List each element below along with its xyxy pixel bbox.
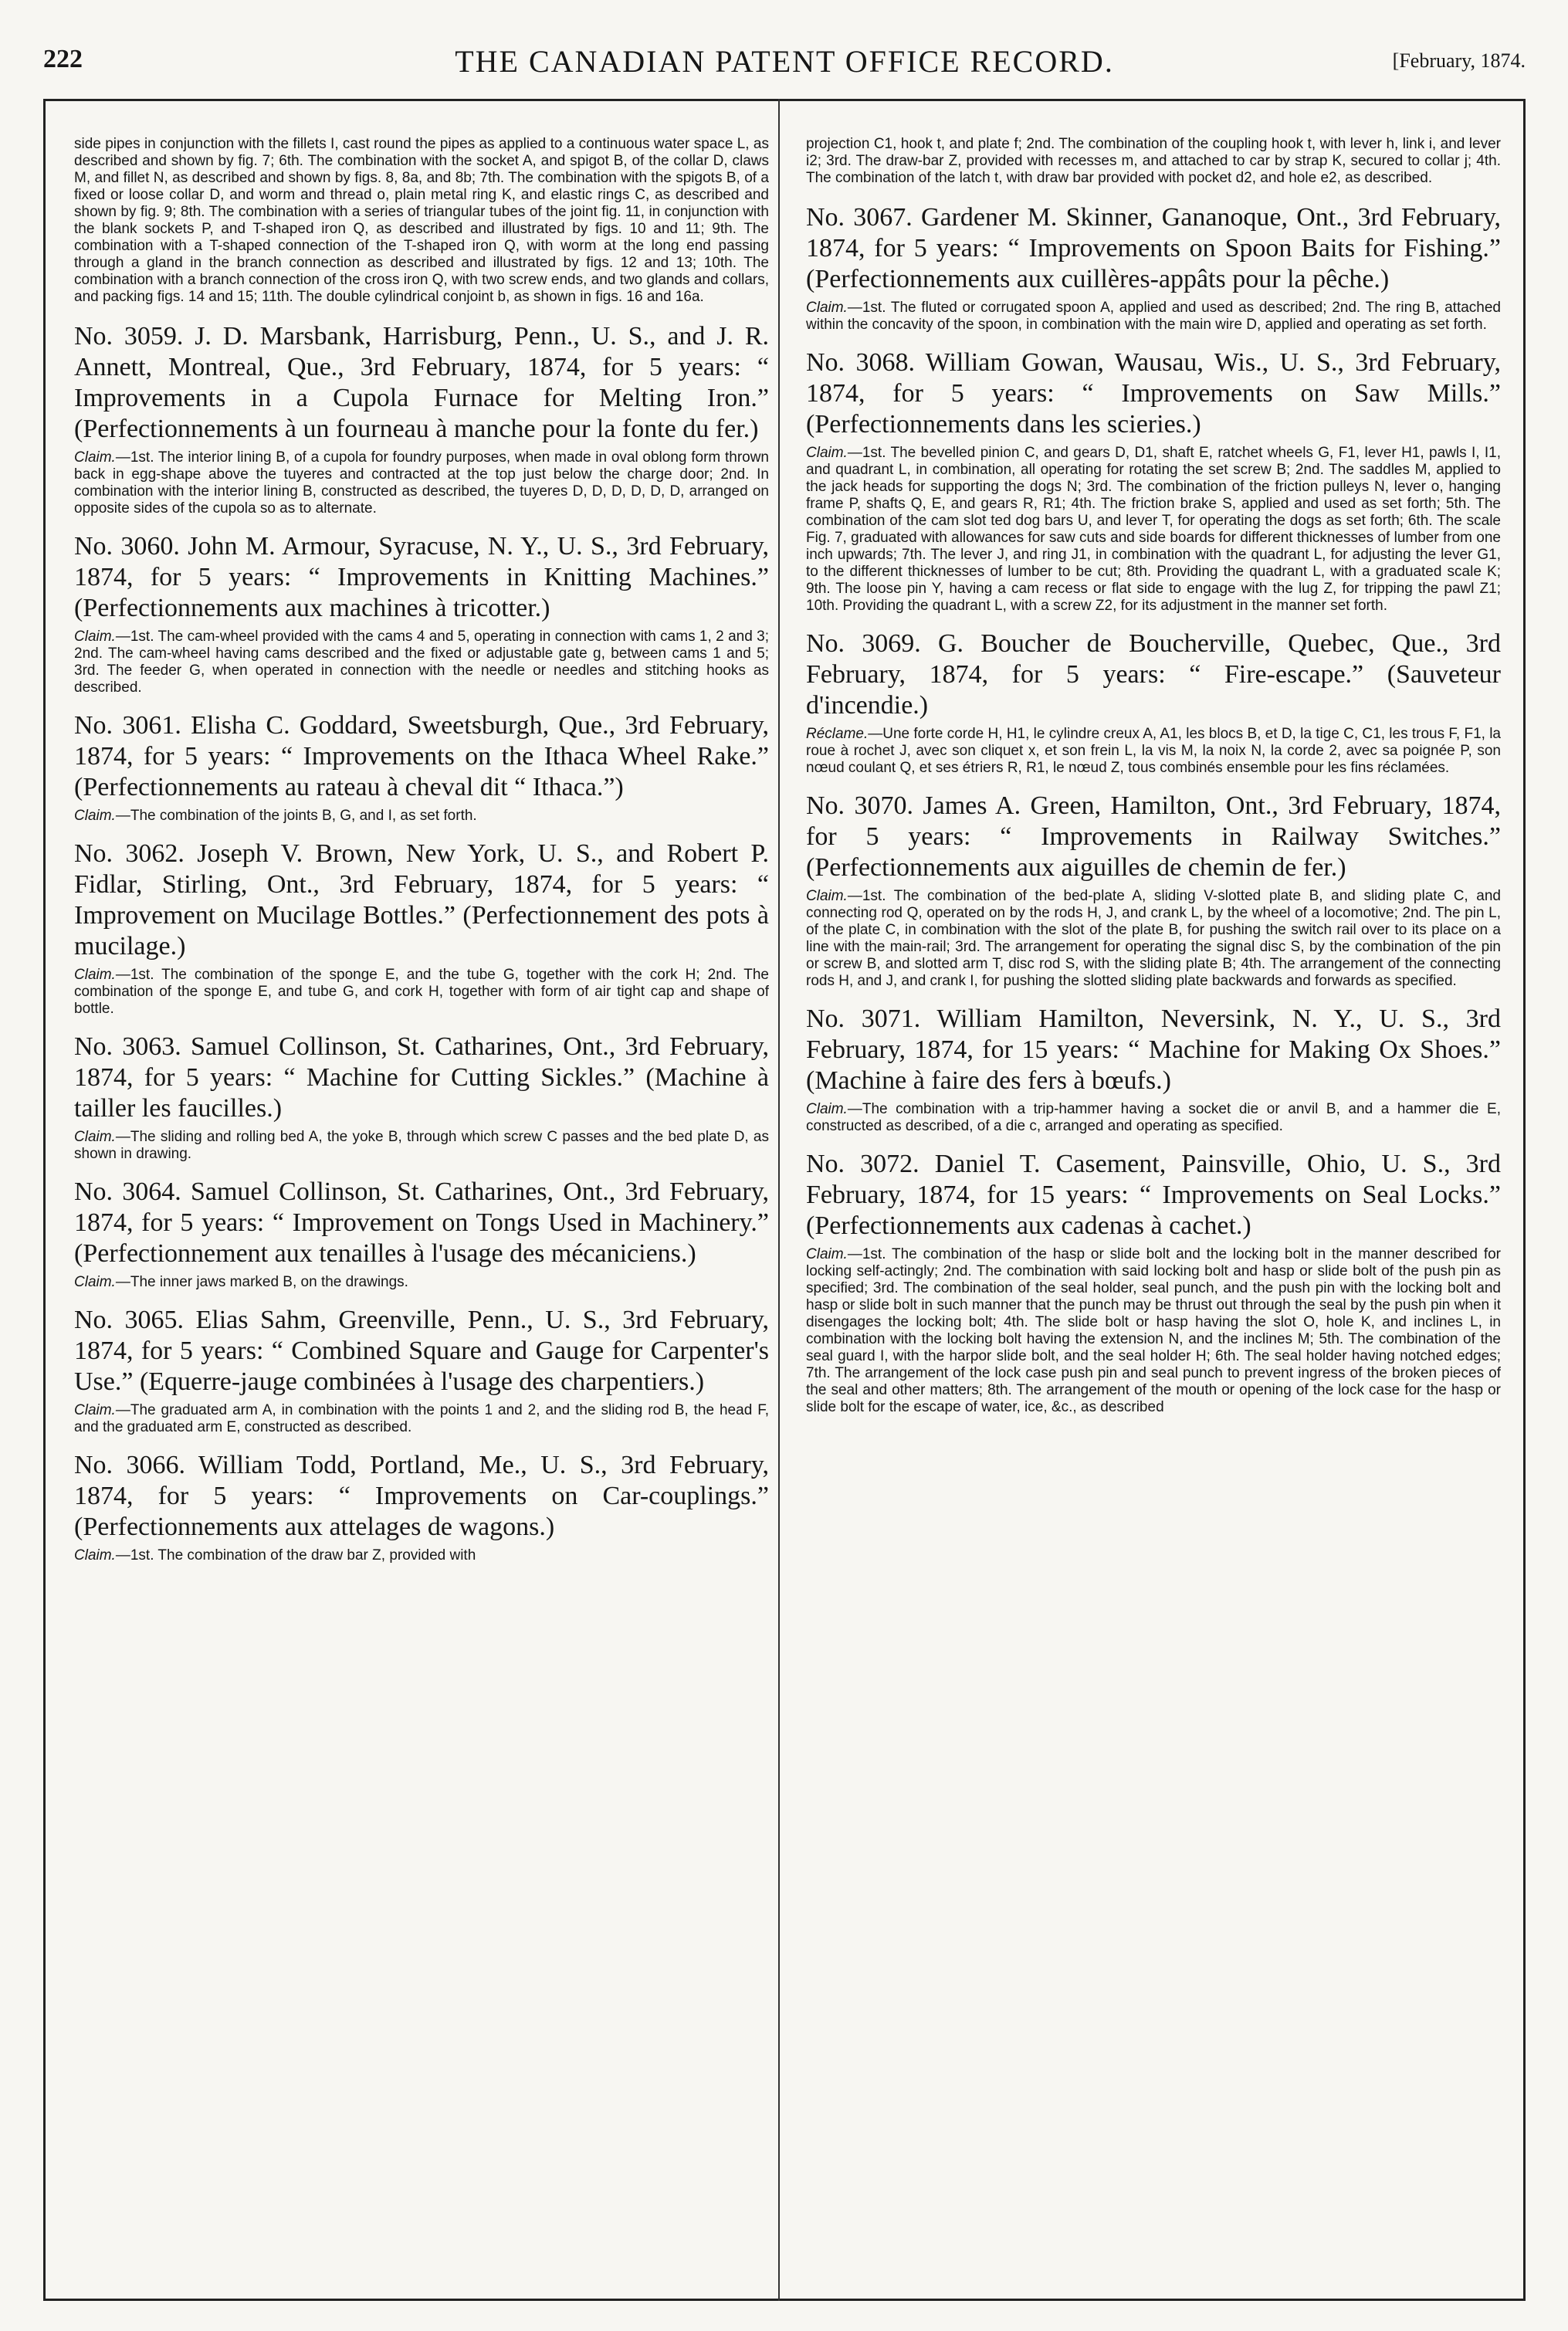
patent-heading: No. 3066. William Todd, Portland, Me., U. S., 3rd February, 1874, for 5 years: “ Improvements on Car-couplings.” (Perfectionnements aux attelages de wagons.) [74, 1451, 769, 1541]
patent-claim [806, 1101, 1501, 1135]
patent-heading: No. 3059. J. D. Marsbank, Harrisburg, Penn., U. S., and J. R. Annett, Montreal, Que., 3rd February, 1874, for 5 years: “ Improvements in a Cupola Furnace for Melting Iron.” (Perfectionnements à un fourneau à manche pour la fonte du fer.) [74, 322, 769, 443]
claim-text: —1st. The combination of the bed-plate A, sliding V-slotted plate B, and sliding plate C, and connecting rod Q, operated on by the rods H, J, and crank L, by the wheel of a locomotive; 2nd. The pin L, of the plate C, in combination with the slot of the plate B, for pushing the switch rail over to its place on a line with the main-rail; 3rd. The arrangement for operating the signal disc S, by the combination of the pin or screw B, and slotted arm T, disc rod S, with the sliding plate B; 4th. The arrangement of the connecting rods H, and J, and crank I, for pushing the slotted sliding plate backwards and forwards as specified. [806, 888, 1501, 989]
patent-entry [806, 347, 1501, 615]
patent-claim [74, 449, 769, 517]
continued-claim: side pipes in conjunction with the fillets I, cast round the pipes as applied to a continuous water space L, as described and shown by fig. 7; 6th. The combination with the socket A, and spigot B, of the collar D, claws M, and fillet N, as described and shown by figs. 8, 8a, and 8b; 7th. The combination with the spigots B, of a fixed or loose collar D, and worm and thread o, plain metal ring K, and elastic rings C, as described and shown by fig. 9; 8th. The combination with a series of triangular tubes of the joint fig. 11, in conjunction with the blank sockets P, and T-shaped iron Q, as described and illustrated by figs. 10 and 11; 9th. The combination with a T-shaped connection of the T-shaped iron Q, with worm at the long end passing through a gland in the branch connection as described and illustrated by figs. 12 and 13; 10th. The combination with a branch connection of the cross iron Q, with two screw ends, and two glands and collars, and packing figs. 14 and 15; 11th. The double cylindrical conjoint b, as shown in figs. 16 and 16a. [74, 136, 769, 305]
claim-text: —1st. The combination of the hasp or slide bolt and the locking bolt in the manner described for locking self-actingly; 2nd. The combination with said locking bolt and hasp or slide bolt of the push pin as specified; 3rd. The combination of the seal holder, seal punch, and the push pin with the locking bolt and hasp or slide bolt in such manner that the punch may be thrust out through the seal by the push pin when it disengages the locking bolt; 4th. The slide bolt or hasp having the slot O, hole K, and inclines L, in combination with the locking bolt having the extension N, and the inclines M; 5th. The combination of the seal guard I, with the harpor slide bolt, and the seal holder H; 6th. The seal holder having notched edges; 7th. The arrangement of the lock case push pin and seal punch to prevent ingress of the broken pieces of the seal and other matters; 8th. The arrangement of the mouth or opening of the lock case for the hasp or slide bolt for the escape of water, ice, &c., as described [806, 1246, 1501, 1415]
patent-heading: No. 3069. G. Boucher de Boucherville, Quebec, Que., 3rd February, 1874, for 5 years: “ Fire-escape.” (Sauveteur d'incendie.) [806, 629, 1501, 720]
claim-label: Réclame. [806, 726, 869, 742]
claim-text: —Une forte corde H, H1, le cylindre creux A, A1, les blocs B, et D, la tige C, C1, les trous F, F1, la roue à rochet J, avec son cliquet x, et son frein L, la vis M, la noix N, la corde 2, avec sa poignée P, son nœud coulant Q, et ses étriers R, R1, le nœud Z, tous combinés ensemble pour les fins réclamées. [806, 726, 1501, 776]
patent-heading: No. 3068. William Gowan, Wausau, Wis., U. S., 3rd February, 1874, for 5 years: “ Improvements on Saw Mills.” (Perfectionnements dans les scieries.) [806, 348, 1501, 439]
patent-entry [74, 839, 769, 1018]
patent-entry [74, 1450, 769, 1564]
claim-label: Claim. [806, 888, 848, 904]
claim-label: Claim. [806, 1101, 848, 1117]
patent-heading: No. 3061. Elisha C. Goddard, Sweetsburgh, Que., 3rd February, 1874, for 5 years: “ Improvements on the Ithaca Wheel Rake.” (Perfectionnements au rateau à cheval dit “ Ithaca.”) [74, 711, 769, 801]
patent-heading: No. 3063. Samuel Collinson, St. Catharines, Ont., 3rd February, 1874, for 5 years: “ Machine for Cutting Sickles.” (Machine à tailler les faucilles.) [74, 1032, 769, 1123]
claim-label: Claim. [74, 1274, 116, 1290]
patent-claim [74, 1402, 769, 1436]
patent-claim [74, 1129, 769, 1163]
patent-heading: No. 3072. Daniel T. Casement, Painsville, Ohio, U. S., 3rd February, 1874, for 15 years: “ Improvements on Seal Locks.” (Perfectionnements aux cadenas à cachet.) [806, 1150, 1501, 1240]
page-title: THE CANADIAN PATENT OFFICE RECORD. [455, 44, 1114, 79]
patent-claim [74, 628, 769, 696]
patent-entry [74, 321, 769, 517]
patent-heading: No. 3071. William Hamilton, Neversink, N. Y., U. S., 3rd February, 1874, for 15 years: “ Machine for Making Ox Shoes.” (Machine à faire des fers à bœufs.) [806, 1005, 1501, 1095]
patent-entry [806, 1149, 1501, 1416]
claim-label: Claim. [74, 967, 116, 983]
claim-label: Claim. [806, 300, 848, 316]
page-number: 222 [43, 45, 83, 73]
patent-entry [74, 531, 769, 696]
patent-heading: No. 3064. Samuel Collinson, St. Catharines, Ont., 3rd February, 1874, for 5 years: “ Improvement on Tongs Used in Machinery.” (Perfectionnement aux tenailles à l'usage des mécaniciens.) [74, 1177, 769, 1268]
column-divider [778, 99, 780, 2301]
patent-claim [806, 300, 1501, 334]
claim-text: —The inner jaws marked B, on the drawings. [115, 1274, 408, 1290]
claim-text: —1st. The fluted or corrugated spoon A, applied and used as described; 2nd. The ring B, attached within the concavity of the spoon, in combination with the main wire D, applied and operating as set forth. [806, 300, 1501, 333]
claim-label: Claim. [74, 1402, 116, 1418]
page-header [43, 43, 1526, 90]
patent-heading: No. 3070. James A. Green, Hamilton, Ont., 3rd February, 1874, for 5 years: “ Improvements in Railway Switches.” (Perfectionnements aux aiguilles de chemin de fer.) [806, 791, 1501, 882]
claim-text: —1st. The combination of the draw bar Z, provided with [115, 1547, 476, 1564]
patent-claim [74, 1547, 769, 1564]
issue-date: [February, 1874. [1392, 49, 1526, 72]
patent-heading: No. 3065. Elias Sahm, Greenville, Penn., U. S., 3rd February, 1874, for 5 years: “ Combined Square and Gauge for Carpenter's Use.” (Equerre-jauge combinées à l'usage des charpentiers.) [74, 1306, 769, 1396]
claim-label: Claim. [74, 449, 116, 466]
claim-text: —1st. The cam-wheel provided with the cams 4 and 5, operating in connection with cams 1, 2 and 3; 2nd. The cam-wheel having cams described and the fixed or adjustable gate g, between cams 1 and 5; 3rd. The feeder G, when operated in connection with the needle or needles and stitching hooks as described. [74, 628, 769, 696]
claim-text: —The graduated arm A, in combination with the points 1 and 2, and the sliding rod B, the head F, and the graduated arm E, constructed as described. [74, 1402, 769, 1435]
patent-entry [74, 1032, 769, 1163]
right-column [806, 136, 1501, 2290]
patent-entry [74, 710, 769, 825]
patent-heading: No. 3060. John M. Armour, Syracuse, N. Y., U. S., 3rd February, 1874, for 5 years: “ Improvements in Knitting Machines.” (Perfectionnements aux machines à tricotter.) [74, 532, 769, 622]
claim-text: —The combination with a trip-hammer having a socket die or anvil B, and a hammer die E, constructed as described, of a die c, arranged and operating as specified. [806, 1101, 1501, 1134]
left-column [74, 136, 769, 2290]
claim-label: Claim. [74, 808, 116, 824]
claim-text: —1st. The combination of the sponge E, and the tube G, together with the cork H; 2nd. The combination of the sponge E, and tube G, and cork H, together with form of air tight cap and shape of bottle. [74, 967, 769, 1017]
claim-text: —1st. The interior lining B, of a cupola for foundry purposes, when made in oval oblong form thrown back in egg-shape above the tuyeres and contracted at the top just below the charge door; 2nd. In combination with the interior lining B, constructed as described, the tuyeres D, D, D, D, D, D, arranged on opposite sides of the cupola so as to alternate. [74, 449, 769, 517]
claim-text: —The combination of the joints B, G, and I, as set forth. [115, 808, 477, 824]
claim-label: Claim. [74, 1129, 116, 1145]
patent-claim [74, 808, 769, 825]
patent-entry [74, 1305, 769, 1436]
patent-entry [806, 628, 1501, 777]
patent-heading: No. 3067. Gardener M. Skinner, Gananoque, Ont., 3rd February, 1874, for 5 years: “ Improvements on Spoon Baits for Fishing.” (Perfectionnements aux cuillères-appâts pour la pêche.) [806, 203, 1501, 293]
patent-claim [74, 967, 769, 1018]
patent-claim [806, 445, 1501, 615]
patent-entry [806, 791, 1501, 990]
patent-claim [806, 1246, 1501, 1416]
patent-claim [806, 726, 1501, 777]
claim-text: —The sliding and rolling bed A, the yoke B, through which screw C passes and the bed plate D, as shown in drawing. [74, 1129, 769, 1162]
patent-claim [806, 888, 1501, 990]
claim-label: Claim. [74, 1547, 116, 1564]
patent-entry [806, 1004, 1501, 1135]
patent-entry [74, 1177, 769, 1291]
continued-claim: projection C1, hook t, and plate f; 2nd. The combination of the coupling hook t, with lever h, link i, and lever i2; 3rd. The draw-bar Z, provided with recesses m, and attached to car by strap K, secured to collar j; 4th. The combination of the latch t, with draw bar provided with pocket d2, and hole e2, as described. [806, 136, 1501, 186]
patent-heading: No. 3062. Joseph V. Brown, New York, U. S., and Robert P. Fidlar, Stirling, Ont., 3rd February, 1874, for 5 years: “ Improvement on Mucilage Bottles.” (Perfectionnement des pots à mucilage.) [74, 839, 769, 961]
claim-text: —1st. The bevelled pinion C, and gears D, D1, shaft E, ratchet wheels G, F1, lever H1, pawls I, I1, and quadrant L, in combination, all operating for rotating the set screw B; 2nd. The saddles M, applied to the jack heads for supporting the dogs N; 3rd. The combination of the friction pulleys N, lever o, hanging frame P, shafts Q, E, and gears R, R1; 4th. The friction brake S, applied and used as set forth; 5th. The combination of the cam slot ted dog bars U, and lever T, for operating the dogs as set forth; 6th. The scale Fig. 7, graduated with allowances for saw cuts and side boards for different thicknesses of lumber from one inch upwards; 7th. The lever J, and ring J1, in combination with the quadrant L, for adjusting the lever G1, to the different thicknesses of lumber to be cut; 8th. Providing the quadrant L, with a graduated scale K; 9th. The loose pin Y, having a cam recess or flat side to engage with the lug Z, for tripping the pawl Z1; 10th. Providing the quadrant L, with a screw Z2, for its adjustment in the manner set forth. [806, 445, 1501, 614]
patent-entry [806, 202, 1501, 334]
patent-claim [74, 1274, 769, 1291]
claim-label: Claim. [74, 628, 116, 645]
claim-label: Claim. [806, 1246, 848, 1262]
claim-label: Claim. [806, 445, 848, 461]
